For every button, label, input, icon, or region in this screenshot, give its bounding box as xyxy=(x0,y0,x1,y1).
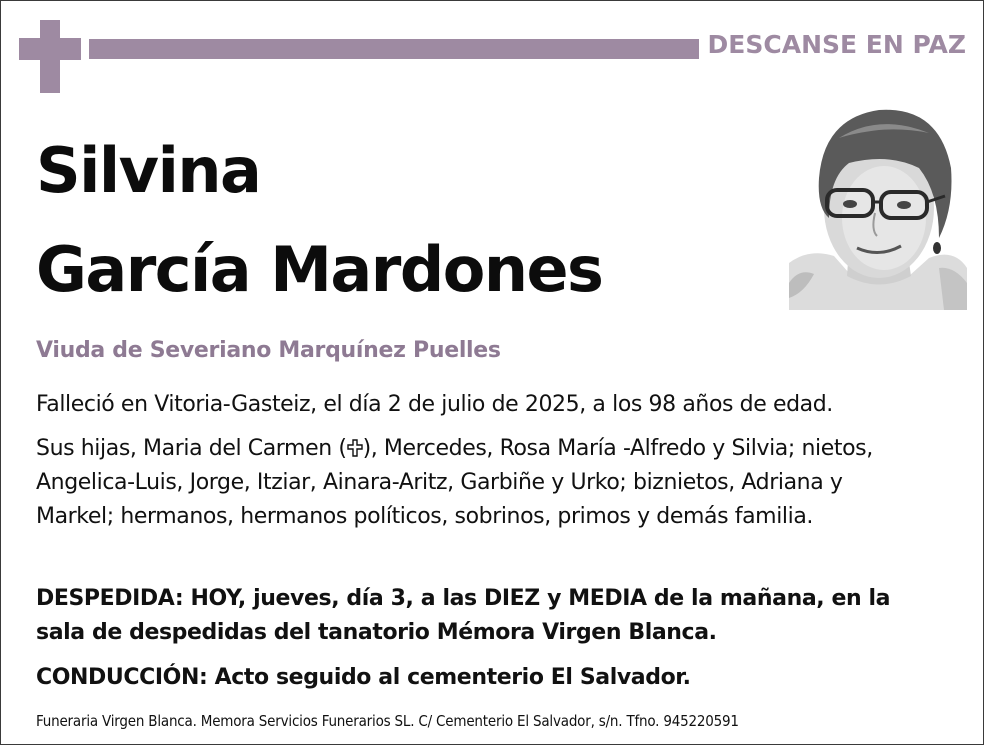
conduction-details: CONDUCCIÓN: Acto seguido al cementerio El Salvador. xyxy=(36,665,691,690)
farewell-details: DESPEDIDA: HOY, jueves, día 3, a las DIEZ y MEDIA de la mañana, en la sala de despedidas del tanatorio Mémora Virgen Blanca. xyxy=(36,586,891,645)
family-text-start: Sus hijas, Maria del Carmen ( xyxy=(36,436,347,461)
small-cross-icon xyxy=(347,439,363,457)
funeral-home-footer: Funeraria Virgen Blanca. Memora Servicios Funerarios SL. C/ Cementerio El Salvador, s/n. Tfno. 945220591 xyxy=(36,712,739,730)
widow-subtitle: Viuda de Severiano Marquínez Puelles xyxy=(36,338,501,363)
death-notice: Falleció en Vitoria-Gasteiz, el día 2 de julio de 2025, a los 98 años de edad. xyxy=(36,392,833,417)
deceased-surnames: García Mardones xyxy=(36,233,603,306)
header-label: DESCANSE EN PAZ xyxy=(707,30,966,59)
header-band xyxy=(89,39,699,59)
portrait-photo xyxy=(789,98,967,310)
deceased-first-name: Silvina xyxy=(36,134,261,207)
family-list xyxy=(36,432,926,534)
family-text-end: ), Mercedes, Rosa María -Alfredo y Silvia; nietos, Angelica-Luis, Jorge, Itziar, Ainara-Aritz, Garbiñe y Urko; biznietos, Adriana y Markel; hermanos, hermanos políticos, sobrinos, primos y demás familia. xyxy=(36,436,873,529)
